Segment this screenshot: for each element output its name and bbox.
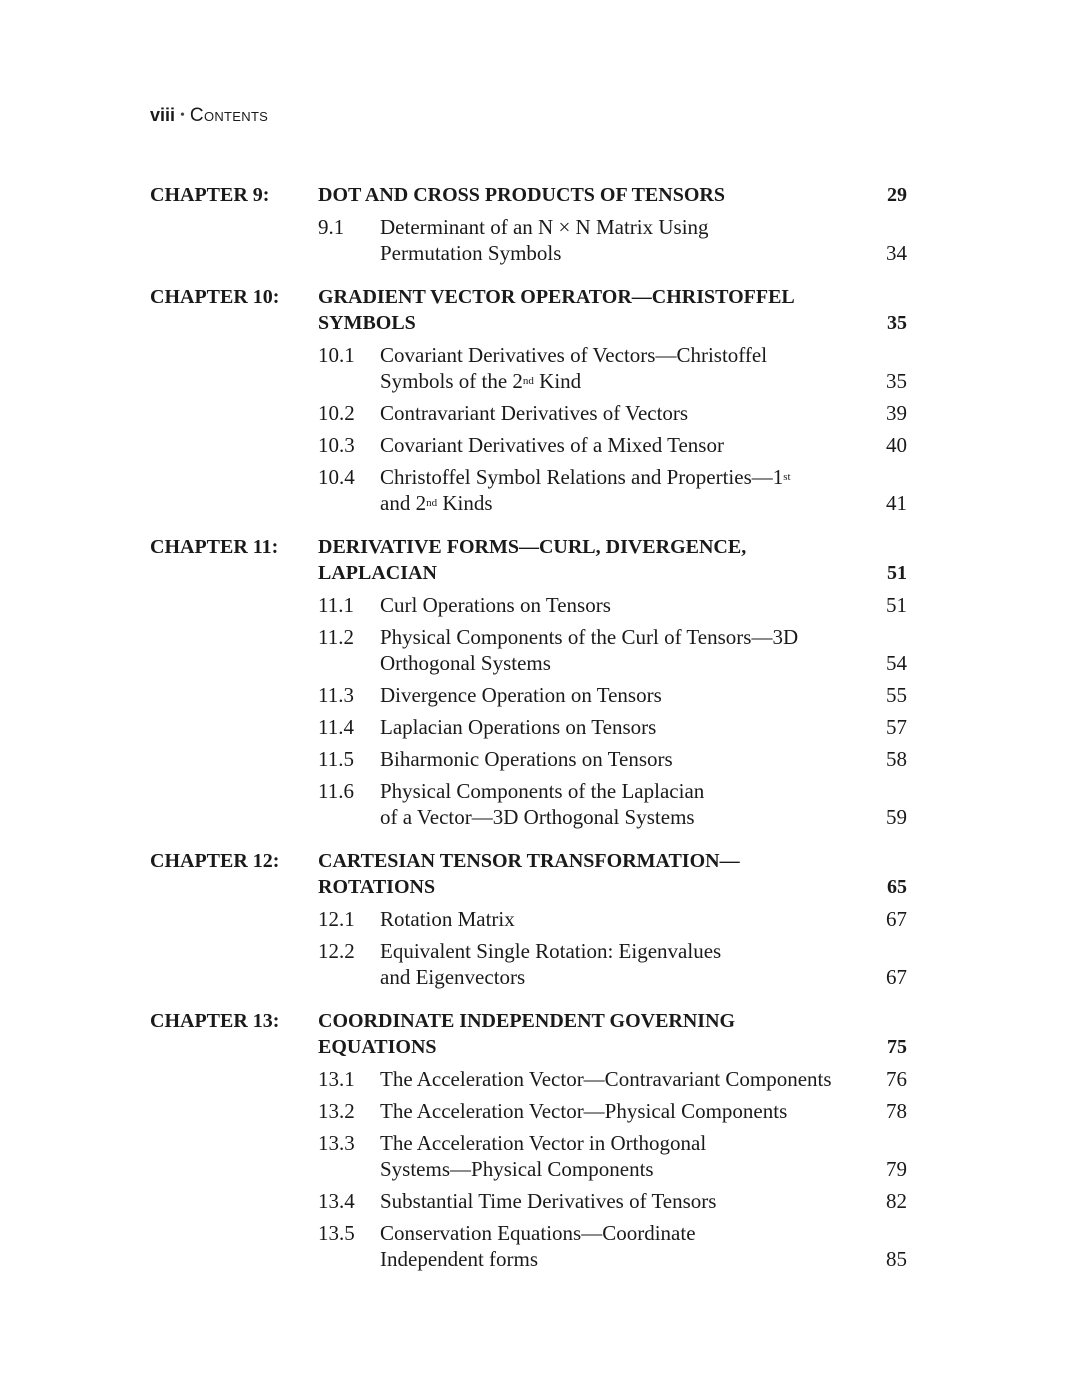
chapter-title: COORDINATE INDEPENDENT GOVERNING xyxy=(318,1010,736,1032)
section-page-number: 76 xyxy=(886,1067,907,1091)
section-title: Equivalent Single Rotation: Eigenvalues xyxy=(380,939,722,963)
section-title: of a Vector—3D Orthogonal Systems xyxy=(380,805,695,829)
chapter-page-number: 35 xyxy=(887,312,907,334)
section-page-number: 67 xyxy=(886,907,907,931)
section-page-number: 54 xyxy=(886,651,907,675)
section-title: Covariant Derivatives of Vectors—Christoffel xyxy=(380,343,768,367)
section-title: Biharmonic Operations on Tensors xyxy=(380,747,673,771)
section-number: 11.5 xyxy=(318,747,354,771)
section-page-number: 41 xyxy=(886,491,907,515)
chapter-label: CHAPTER 11: xyxy=(150,536,279,558)
chapter-label: CHAPTER 12: xyxy=(150,850,280,872)
section-title: Determinant of an N × N Matrix Using xyxy=(380,215,709,239)
section-number: 11.3 xyxy=(318,683,354,707)
section-number: 12.1 xyxy=(318,907,355,931)
chapter-label: CHAPTER 9: xyxy=(150,184,270,206)
section-title: Physical Components of the Curl of Tensors—3D xyxy=(380,625,799,649)
section-number: 11.1 xyxy=(318,593,354,617)
chapter-title: CARTESIAN TENSOR TRANSFORMATION— xyxy=(318,850,740,872)
chapter-title: DOT AND CROSS PRODUCTS OF TENSORS xyxy=(318,184,725,206)
section-number: 10.2 xyxy=(318,401,355,425)
section-title: Physical Components of the Laplacian xyxy=(380,779,705,803)
section-number: 10.4 xyxy=(318,465,355,489)
section-number: 11.2 xyxy=(318,625,354,649)
section-page-number: 55 xyxy=(886,683,907,707)
chapter-page-number: 51 xyxy=(887,562,907,584)
section-title: The Acceleration Vector—Contravariant Components xyxy=(380,1067,832,1091)
section-page-number: 34 xyxy=(886,241,907,265)
section-number: 13.4 xyxy=(318,1189,355,1213)
chapter-page-number: 29 xyxy=(887,184,907,206)
section-page-number: 78 xyxy=(886,1099,907,1123)
section-number: 12.2 xyxy=(318,939,355,963)
header-label: Contents xyxy=(189,105,269,126)
section-title: Contravariant Derivatives of Vectors xyxy=(380,401,689,425)
section-number: 13.2 xyxy=(318,1099,355,1123)
chapter-page-number: 75 xyxy=(887,1036,907,1058)
header-page-number: viii xyxy=(150,105,176,125)
section-page-number: 57 xyxy=(886,715,907,739)
chapter-label: CHAPTER 10: xyxy=(150,286,280,308)
chapter-label: CHAPTER 13: xyxy=(150,1010,280,1032)
section-title: The Acceleration Vector—Physical Components xyxy=(380,1099,788,1123)
running-header xyxy=(150,104,268,127)
section-page-number: 85 xyxy=(886,1247,907,1271)
section-page-number: 51 xyxy=(886,593,907,617)
section-number: 13.5 xyxy=(318,1221,355,1245)
section-title: Orthogonal Systems xyxy=(380,651,551,675)
section-number: 13.1 xyxy=(318,1067,355,1091)
section-title: Covariant Derivatives of a Mixed Tensor xyxy=(380,433,724,457)
chapter-title: EQUATIONS xyxy=(318,1036,437,1058)
section-title: and Eigenvectors xyxy=(380,965,526,989)
section-page-number: 39 xyxy=(886,401,907,425)
section-title: Systems—Physical Components xyxy=(380,1157,654,1181)
section-title: The Acceleration Vector in Orthogonal xyxy=(380,1131,707,1155)
section-title: Permutation Symbols xyxy=(380,241,562,265)
section-title: and 2nd Kinds xyxy=(380,491,493,515)
chapter-title: DERIVATIVE FORMS—CURL, DIVERGENCE, xyxy=(318,536,747,558)
section-number: 9.1 xyxy=(318,215,345,239)
section-page-number: 58 xyxy=(886,747,907,771)
section-number: 10.3 xyxy=(318,433,355,457)
section-number: 11.4 xyxy=(318,715,354,739)
section-number: 13.3 xyxy=(318,1131,355,1155)
section-title: Conservation Equations—Coordinate xyxy=(380,1221,696,1245)
section-title: Substantial Time Derivatives of Tensors xyxy=(380,1189,717,1213)
section-page-number: 82 xyxy=(886,1189,907,1213)
chapter-title: GRADIENT VECTOR OPERATOR—CHRISTOFFEL xyxy=(318,286,795,308)
section-page-number: 79 xyxy=(886,1157,907,1181)
section-title: Symbols of the 2nd Kind xyxy=(380,369,582,393)
section-title: Christoffel Symbol Relations and Properties—1st xyxy=(380,465,791,489)
section-page-number: 67 xyxy=(886,965,907,989)
chapter-title: LAPLACIAN xyxy=(318,562,437,584)
section-title: Independent forms xyxy=(380,1247,539,1271)
section-number: 11.6 xyxy=(318,779,354,803)
section-title: Laplacian Operations on Tensors xyxy=(380,715,657,739)
chapter-title: ROTATIONS xyxy=(318,876,436,898)
chapter-title: SYMBOLS xyxy=(318,312,416,334)
chapter-page-number: 65 xyxy=(887,876,907,898)
section-page-number: 35 xyxy=(886,369,907,393)
section-title: Rotation Matrix xyxy=(380,907,515,931)
section-page-number: 59 xyxy=(886,805,907,829)
section-title: Curl Operations on Tensors xyxy=(380,593,611,617)
section-page-number: 40 xyxy=(886,433,907,457)
header-separator: • xyxy=(180,108,185,123)
section-title: Divergence Operation on Tensors xyxy=(380,683,662,707)
section-number: 10.1 xyxy=(318,343,355,367)
